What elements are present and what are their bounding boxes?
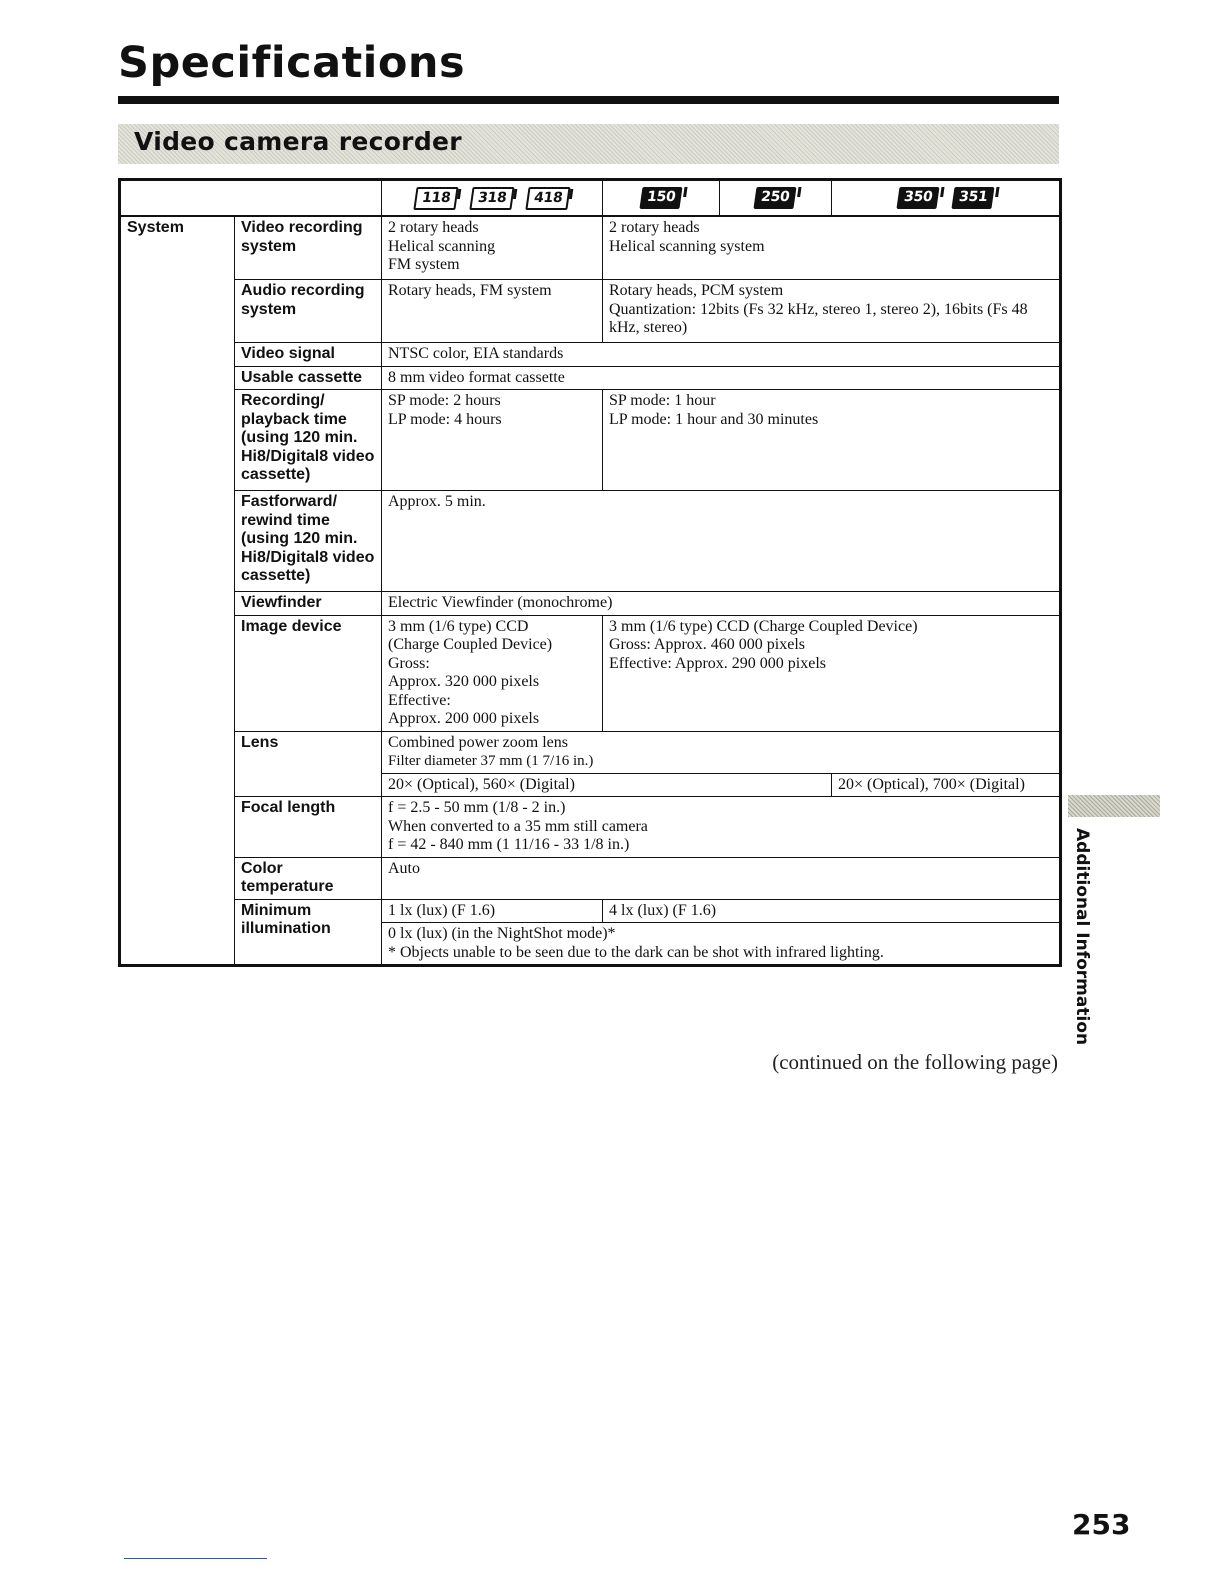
filter-diameter: Filter diameter 37 mm (1 7/16 in.): [388, 753, 594, 769]
footnote: * Objects unable to be seen due to the dark can be shot with infrared lighting.: [388, 943, 884, 961]
value-cell: 3 mm (1/6 type) CCD (Charge Coupled Device) Gross: Approx. 460 000 pixels Effective: Approx. 290 000 pixels: [603, 615, 1061, 731]
row-minimum-illumination: [120, 899, 1061, 923]
lens-type: Combined power zoom lens: [388, 733, 568, 751]
item-label: Recording/ playback time (using 120 min. Hi8/Digital8 video cassette): [235, 390, 382, 491]
value-cell: SP mode: 2 hours LP mode: 4 hours: [382, 390, 603, 491]
value-cell: 20× (Optical), 560× (Digital): [382, 773, 832, 797]
value-cell: 1 lx (lux) (F 1.6): [382, 899, 603, 923]
model-group-4: [832, 180, 1061, 217]
model-group-1: [382, 180, 603, 217]
item-label: Image device: [235, 615, 382, 731]
system-label: System: [120, 216, 235, 966]
row-lens: [120, 731, 1061, 773]
row-video-recording: [120, 216, 1061, 280]
footer-line: [124, 1558, 267, 1559]
side-tab-label: [1070, 828, 1094, 1046]
row-recording-time: [120, 390, 1061, 491]
model-badge: 318: [469, 187, 514, 210]
model-badge: 250: [754, 187, 797, 209]
row-viewfinder: [120, 592, 1061, 616]
model-badge: 350: [897, 187, 940, 209]
value-cell: NTSC color, EIA standards: [382, 343, 1061, 367]
item-label: Focal length: [235, 797, 382, 858]
continued-note: (continued on the following page): [772, 1050, 1058, 1074]
value-cell: f = 2.5 - 50 mm (1/8 - 2 in.) When converted to a 35 mm still camera f = 42 - 840 mm (1 11/16 - 33 1/8 in.): [382, 797, 1061, 858]
model-badge: 351: [951, 187, 994, 209]
value-cell: 2 rotary heads Helical scanning system: [603, 216, 1061, 280]
item-label: Video recording system: [235, 216, 382, 280]
model-group-2: [603, 180, 720, 217]
value-cell: Rotary heads, PCM system Quantization: 12bits (Fs 32 kHz, stereo 1, stereo 2), 16bits (Fs 48 kHz, stereo): [603, 280, 1061, 343]
section-banner: [118, 124, 1059, 164]
item-label: Video signal: [235, 343, 382, 367]
item-label: Audio recording system: [235, 280, 382, 343]
value-cell: Electric Viewfinder (monochrome): [382, 592, 1061, 616]
item-label: Usable cassette: [235, 366, 382, 390]
value-cell: [382, 923, 1061, 966]
value-cell: SP mode: 1 hour LP mode: 1 hour and 30 minutes: [603, 390, 1061, 491]
title-rule: [118, 96, 1059, 104]
header-empty-cell: [120, 180, 382, 217]
row-color-temperature: [120, 857, 1061, 899]
item-label: Minimum illumination: [235, 899, 382, 966]
row-image-device: [120, 615, 1061, 731]
value-cell: 4 lx (lux) (F 1.6): [603, 899, 1061, 923]
value-cell: 20× (Optical), 700× (Digital): [832, 773, 1061, 797]
side-tab-marker: [1068, 795, 1160, 817]
value-cell: Rotary heads, FM system: [382, 280, 603, 343]
nightshot-value: 0 lx (lux) (in the NightShot mode)*: [388, 925, 616, 942]
item-label: Fastforward/ rewind time (using 120 min. Hi8/Digital8 video cassette): [235, 491, 382, 592]
row-usable-cassette: [120, 366, 1061, 390]
item-label: Lens: [235, 731, 382, 797]
side-tab-text: Additional Information: [1072, 828, 1092, 1046]
spec-table: [118, 178, 1062, 967]
value-cell: 8 mm video format cassette: [382, 366, 1061, 390]
model-badge: 418: [526, 187, 571, 210]
page-title: Specifications: [118, 38, 466, 88]
model-badge: 150: [639, 187, 682, 209]
section-title: Video camera recorder: [134, 127, 462, 156]
model-header-row: [120, 180, 1061, 217]
value-cell: Approx. 5 min.: [382, 491, 1061, 592]
item-label: Color temperature: [235, 857, 382, 899]
page-number: 253: [1072, 1508, 1131, 1541]
row-video-signal: [120, 343, 1061, 367]
row-focal-length: [120, 797, 1061, 858]
value-cell: 3 mm (1/6 type) CCD (Charge Coupled Device) Gross: Approx. 320 000 pixels Effective: Approx. 200 000 pixels: [382, 615, 603, 731]
row-audio-recording: [120, 280, 1061, 343]
value-cell: Auto: [382, 857, 1061, 899]
model-group-3: [720, 180, 832, 217]
value-cell: [382, 731, 1061, 773]
value-cell: 2 rotary heads Helical scanning FM system: [382, 216, 603, 280]
model-badge: 118: [413, 187, 458, 210]
item-label: Viewfinder: [235, 592, 382, 616]
row-ff-rewind: [120, 491, 1061, 592]
